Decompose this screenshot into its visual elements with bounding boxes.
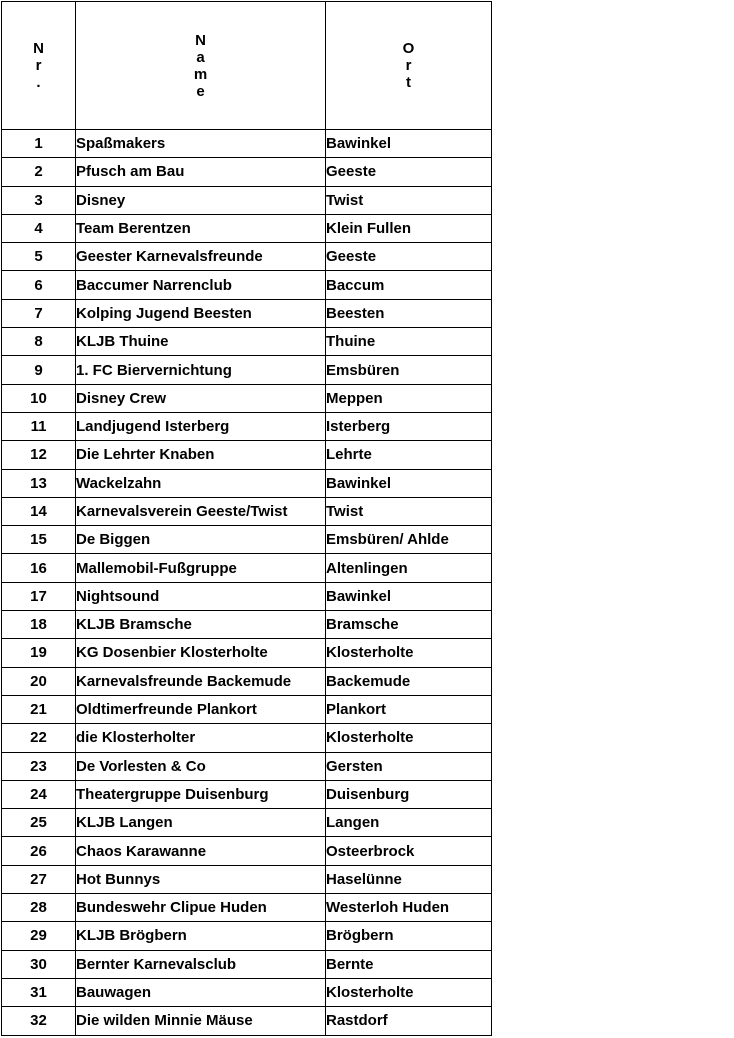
ort-cell: Isterberg: [326, 412, 492, 440]
nr-cell: 23: [2, 752, 76, 780]
nr-cell: 6: [2, 271, 76, 299]
nr-cell: 27: [2, 865, 76, 893]
name-cell: De Biggen: [76, 526, 326, 554]
ort-cell: Emsbüren: [326, 356, 492, 384]
nr-cell: 2: [2, 158, 76, 186]
ort-cell: Klosterholte: [326, 978, 492, 1006]
header-letter: m: [193, 65, 208, 83]
header-letter: e: [196, 82, 205, 100]
header-letter: O: [402, 40, 415, 57]
header-ort: [326, 2, 492, 130]
name-cell: De Vorlesten & Co: [76, 752, 326, 780]
name-cell: Wackelzahn: [76, 469, 326, 497]
nr-cell: 14: [2, 497, 76, 525]
table-row: [2, 894, 492, 922]
ort-cell: Plankort: [326, 695, 492, 723]
table-row: [2, 469, 492, 497]
name-cell: Spaßmakers: [76, 130, 326, 158]
name-cell: die Klosterholter: [76, 724, 326, 752]
nr-cell: 1: [2, 130, 76, 158]
ort-cell: Klein Fullen: [326, 214, 492, 242]
table-row: [2, 130, 492, 158]
nr-cell: 32: [2, 1007, 76, 1035]
nr-cell: 30: [2, 950, 76, 978]
table-row: [2, 271, 492, 299]
table-row: [2, 780, 492, 808]
table-row: [2, 1007, 492, 1035]
table-row: [2, 328, 492, 356]
name-cell: Disney Crew: [76, 384, 326, 412]
table-row: [2, 441, 492, 469]
ort-cell: Backemude: [326, 667, 492, 695]
nr-cell: 26: [2, 837, 76, 865]
ort-cell: Bernte: [326, 950, 492, 978]
table-row: [2, 582, 492, 610]
header-row: [2, 2, 492, 130]
name-cell: Bundeswehr Clipue Huden: [76, 894, 326, 922]
header-letter: r: [35, 57, 42, 74]
name-cell: Theatergruppe Duisenburg: [76, 780, 326, 808]
ort-cell: Baccum: [326, 271, 492, 299]
nr-cell: 12: [2, 441, 76, 469]
header-letter: N: [195, 31, 206, 49]
ort-cell: Rastdorf: [326, 1007, 492, 1035]
nr-cell: 17: [2, 582, 76, 610]
name-cell: Bauwagen: [76, 978, 326, 1006]
ort-cell: Klosterholte: [326, 724, 492, 752]
name-cell: Disney: [76, 186, 326, 214]
table-row: [2, 186, 492, 214]
nr-cell: 24: [2, 780, 76, 808]
name-cell: Geester Karnevalsfreunde: [76, 243, 326, 271]
nr-cell: 21: [2, 695, 76, 723]
header-letter: .: [36, 74, 41, 91]
ort-cell: Twist: [326, 186, 492, 214]
name-cell: Team Berentzen: [76, 214, 326, 242]
table-row: [2, 356, 492, 384]
name-cell: Bernter Karnevalsclub: [76, 950, 326, 978]
header-letter: N: [33, 40, 44, 57]
ort-cell: Lehrte: [326, 441, 492, 469]
name-cell: Karnevalsfreunde Backemude: [76, 667, 326, 695]
name-cell: Die wilden Minnie Mäuse: [76, 1007, 326, 1035]
nr-cell: 22: [2, 724, 76, 752]
table-row: [2, 752, 492, 780]
table-row: [2, 497, 492, 525]
table-row: [2, 526, 492, 554]
header-nr: [2, 2, 76, 130]
table-body: [2, 130, 492, 1036]
nr-cell: 15: [2, 526, 76, 554]
table-row: [2, 243, 492, 271]
nr-cell: 28: [2, 894, 76, 922]
ort-cell: Twist: [326, 497, 492, 525]
ort-cell: Geeste: [326, 243, 492, 271]
table-row: [2, 412, 492, 440]
name-cell: KLJB Thuine: [76, 328, 326, 356]
ort-cell: Duisenburg: [326, 780, 492, 808]
ort-cell: Langen: [326, 809, 492, 837]
ort-cell: Haselünne: [326, 865, 492, 893]
table-row: [2, 950, 492, 978]
table-row: [2, 922, 492, 950]
table-row: [2, 837, 492, 865]
nr-cell: 18: [2, 611, 76, 639]
nr-cell: 29: [2, 922, 76, 950]
nr-cell: 10: [2, 384, 76, 412]
nr-cell: 7: [2, 299, 76, 327]
nr-cell: 25: [2, 809, 76, 837]
nr-cell: 8: [2, 328, 76, 356]
name-cell: Baccumer Narrenclub: [76, 271, 326, 299]
nr-cell: 9: [2, 356, 76, 384]
name-cell: Oldtimerfreunde Plankort: [76, 695, 326, 723]
name-cell: Landjugend Isterberg: [76, 412, 326, 440]
name-cell: Kolping Jugend Beesten: [76, 299, 326, 327]
table-row: [2, 724, 492, 752]
nr-cell: 19: [2, 639, 76, 667]
ort-cell: Gersten: [326, 752, 492, 780]
participants-table: [1, 1, 492, 1036]
ort-cell: Bawinkel: [326, 582, 492, 610]
ort-cell: Westerloh Huden: [326, 894, 492, 922]
ort-cell: Klosterholte: [326, 639, 492, 667]
name-cell: Hot Bunnys: [76, 865, 326, 893]
table-row: [2, 214, 492, 242]
name-cell: Nightsound: [76, 582, 326, 610]
ort-cell: Altenlingen: [326, 554, 492, 582]
table-row: [2, 611, 492, 639]
nr-cell: 4: [2, 214, 76, 242]
ort-cell: Beesten: [326, 299, 492, 327]
nr-cell: 20: [2, 667, 76, 695]
table-row: [2, 978, 492, 1006]
header-name: [76, 2, 326, 130]
nr-cell: 13: [2, 469, 76, 497]
name-cell: Karnevalsverein Geeste/Twist: [76, 497, 326, 525]
ort-cell: Thuine: [326, 328, 492, 356]
nr-cell: 11: [2, 412, 76, 440]
name-cell: KLJB Langen: [76, 809, 326, 837]
nr-cell: 16: [2, 554, 76, 582]
table-row: [2, 554, 492, 582]
ort-cell: Meppen: [326, 384, 492, 412]
header-letter: t: [406, 74, 411, 91]
nr-cell: 31: [2, 978, 76, 1006]
table-row: [2, 809, 492, 837]
ort-cell: Emsbüren/ Ahlde: [326, 526, 492, 554]
header-letter: r: [405, 57, 412, 74]
nr-cell: 3: [2, 186, 76, 214]
name-cell: Mallemobil-Fußgruppe: [76, 554, 326, 582]
name-cell: KG Dosenbier Klosterholte: [76, 639, 326, 667]
header-letter: a: [196, 48, 205, 66]
name-cell: KLJB Brögbern: [76, 922, 326, 950]
table-row: [2, 639, 492, 667]
name-cell: 1. FC Biervernichtung: [76, 356, 326, 384]
table-row: [2, 695, 492, 723]
ort-cell: Bawinkel: [326, 469, 492, 497]
name-cell: Chaos Karawanne: [76, 837, 326, 865]
table-row: [2, 667, 492, 695]
ort-cell: Bramsche: [326, 611, 492, 639]
ort-cell: Geeste: [326, 158, 492, 186]
name-cell: Pfusch am Bau: [76, 158, 326, 186]
table-row: [2, 865, 492, 893]
ort-cell: Osteerbrock: [326, 837, 492, 865]
table-row: [2, 384, 492, 412]
name-cell: Die Lehrter Knaben: [76, 441, 326, 469]
table-row: [2, 299, 492, 327]
name-cell: KLJB Bramsche: [76, 611, 326, 639]
ort-cell: Brögbern: [326, 922, 492, 950]
nr-cell: 5: [2, 243, 76, 271]
ort-cell: Bawinkel: [326, 130, 492, 158]
table-row: [2, 158, 492, 186]
